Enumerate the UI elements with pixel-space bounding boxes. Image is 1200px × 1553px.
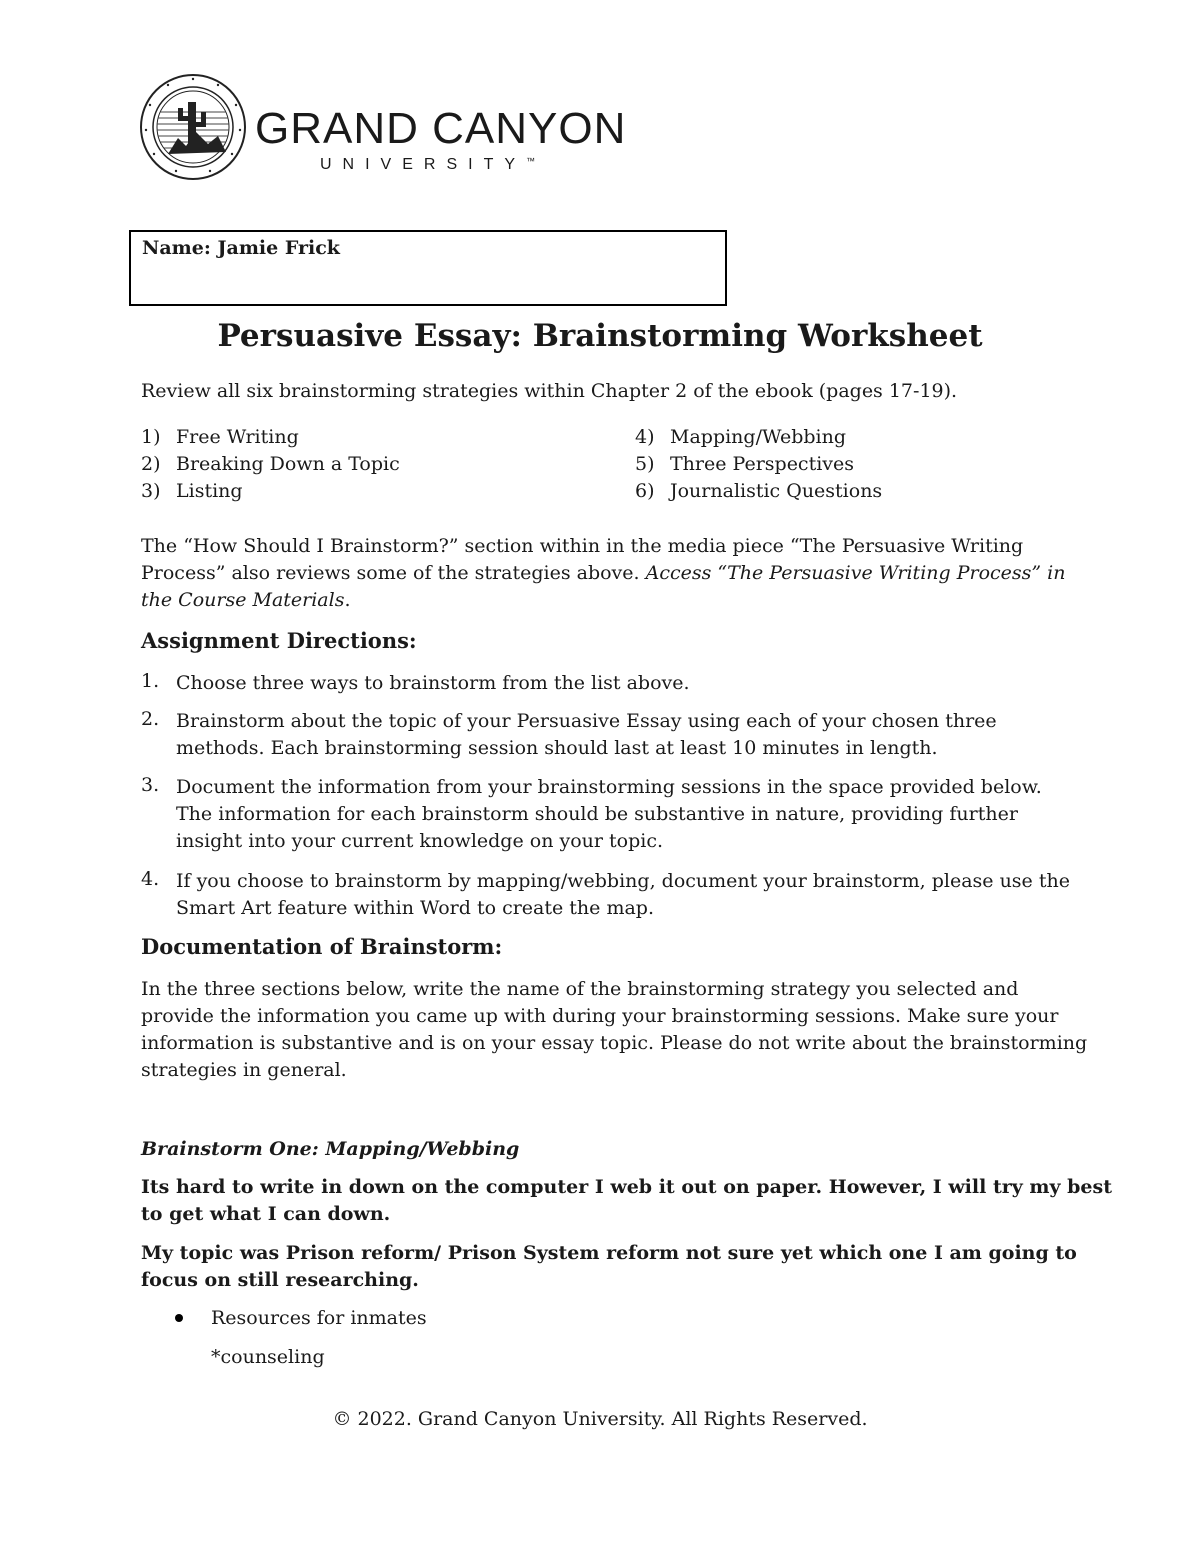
trademark-symbol: ™	[526, 156, 536, 166]
university-logo	[138, 72, 627, 182]
page-title: Persuasive Essay: Brainstorming Worksheet	[217, 318, 983, 354]
documentation-line: provide the information you came up with during your brainstorming sessions. Make sure your	[141, 1005, 1059, 1027]
copyright-footer: © 2022. Grand Canyon University. All Rights Reserved.	[332, 1408, 868, 1430]
brainstorm-paragraph-line: to get what I can down.	[141, 1203, 391, 1225]
strategy-number: 4)	[635, 426, 655, 448]
intro-text: Review all six brainstorming strategies within Chapter 2 of the ebook (pages 17-19).	[141, 380, 958, 402]
list-item-line: Brainstorm about the topic of your Persuasive Essay using each of your chosen three	[176, 710, 997, 732]
documentation-line: strategies in general.	[141, 1059, 347, 1081]
list-item-line: insight into your current knowledge on your topic.	[176, 830, 663, 852]
strategy-label: Journalistic Questions	[670, 480, 883, 502]
strategy-number: 1)	[141, 426, 161, 448]
strategy-number: 3)	[141, 480, 161, 502]
logo-wordmark: GRAND CANYON	[255, 104, 627, 153]
brainstorm-one-heading: Brainstorm One: Mapping/Webbing	[141, 1138, 520, 1160]
sub-item: *counseling	[211, 1346, 325, 1368]
strategy-label: Mapping/Webbing	[670, 426, 847, 448]
strategy-number: 2)	[141, 453, 161, 475]
strategy-number: 6)	[635, 480, 655, 502]
media-note-link-text: Access “The Persuasive Writing Process” in	[645, 562, 1066, 584]
item-number: 1.	[141, 670, 160, 692]
media-note-line: The “How Should I Brainstorm?” section within in the media piece “The Persuasive Writing	[141, 535, 1024, 557]
media-note-line: Process” also reviews some of the strategies above. Access “The Persuasive Writing Process” in	[141, 562, 1066, 584]
item-number: 3.	[141, 774, 160, 796]
list-item-line: Document the information from your brainstorming sessions in the space provided below.	[176, 776, 1042, 798]
name-label: Name:	[142, 237, 211, 259]
university-seal-icon	[138, 72, 248, 182]
assignment-heading: Assignment Directions:	[141, 628, 417, 653]
list-item-line: methods. Each brainstorming session should last at least 10 minutes in length.	[176, 737, 938, 759]
item-number: 2.	[141, 708, 160, 730]
strategy-label: Breaking Down a Topic	[176, 453, 400, 475]
logo-subline: UNIVERSITY™	[320, 156, 536, 173]
strategy-label: Listing	[176, 480, 243, 502]
strategy-label: Three Perspectives	[670, 453, 855, 475]
documentation-line: information is substantive and is on your essay topic. Please do not write about the brainstorming	[141, 1032, 1088, 1054]
brainstorm-paragraph-line: My topic was Prison reform/ Prison System reform not sure yet which one I am going to	[141, 1242, 1077, 1264]
name-field	[142, 237, 340, 259]
brainstorm-paragraph-line: focus on still researching.	[141, 1269, 419, 1291]
list-item-line: Choose three ways to brainstorm from the list above.	[176, 672, 690, 694]
bullet-icon	[175, 1314, 183, 1322]
bullet-item: Resources for inmates	[211, 1307, 427, 1329]
list-item-line: If you choose to brainstorm by mapping/webbing, document your brainstorm, please use the	[176, 870, 1070, 892]
brainstorm-paragraph-line: Its hard to write in down on the computer I web it out on paper. However, I will try my best	[141, 1176, 1112, 1198]
media-note-line: the Course Materials.	[141, 589, 351, 611]
documentation-heading: Documentation of Brainstorm:	[141, 934, 503, 959]
documentation-line: In the three sections below, write the name of the brainstorming strategy you selected and	[141, 978, 1019, 1000]
strategy-number: 5)	[635, 453, 655, 475]
item-number: 4.	[141, 868, 160, 890]
strategy-label: Free Writing	[176, 426, 299, 448]
name-value: Jamie Frick	[217, 237, 340, 259]
list-item-line: Smart Art feature within Word to create the map.	[176, 897, 654, 919]
name-field-box	[129, 230, 727, 306]
list-item-line: The information for each brainstorm should be substantive in nature, providing further	[176, 803, 1018, 825]
